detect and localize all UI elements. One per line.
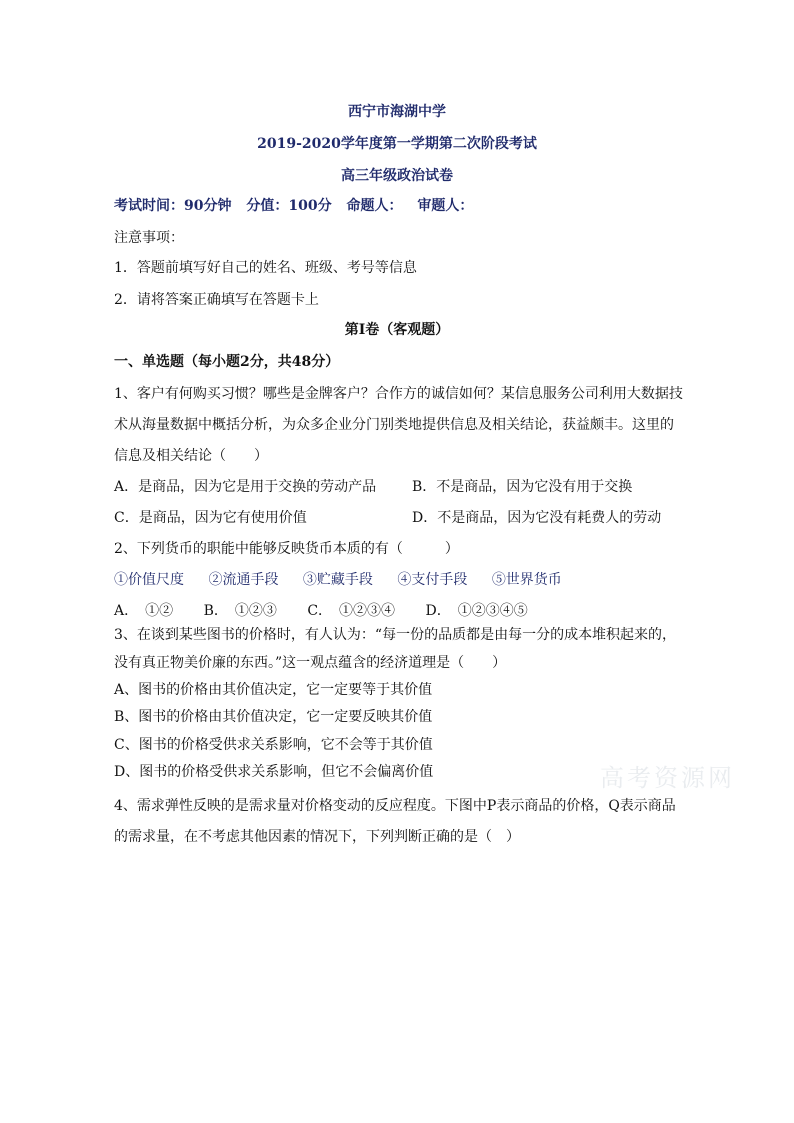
q2-choice-5: ⑤世界货币	[491, 572, 562, 588]
q3-option-b: B、图书的价格由其价值决定，它一定要反映其价值	[114, 709, 433, 725]
school-name: 西宁市海湖中学	[348, 104, 446, 120]
q2-option-b: B． ①②③	[203, 603, 277, 619]
q3-option-d: D、图书的价格受供求关系影响，但它不会偏离价值	[114, 764, 434, 780]
note-item-2: 2．请将答案正确填写在答题卡上	[114, 292, 319, 308]
section-title: 第I卷（客观题）	[344, 322, 450, 338]
q3-stem-line-1: 3、在谈到某些图书的价格时，有人认为：“每一份的品质都是由每一分的成本堆积起来的，	[114, 627, 677, 643]
q2-option-c: C． ①②③④	[307, 603, 396, 619]
q1-option-b: B．不是商品，因为它没有用于交换	[412, 479, 633, 495]
part-title: 一、单选题（每小题2分，共48分）	[114, 354, 340, 370]
q1-option-a: A．是商品，因为它是用于交换的劳动产品	[114, 479, 377, 495]
q2-option-d: D． ①②③④⑤	[425, 603, 528, 619]
q2-choice-4: ④支付手段	[397, 572, 468, 588]
q4-stem-line-2: 的需求量，在不考虑其他因素的情况下，下列判断正确的是（ ）	[114, 829, 520, 845]
q3-stem-line-2: 没有真正物美价廉的东西。”这一观点蕴含的经济道理是（ ）	[114, 655, 507, 671]
q2-choice-list	[114, 570, 684, 590]
q1-options-row-1	[114, 477, 684, 497]
notes-title: 注意事项：	[114, 230, 184, 246]
q3-option-c: C、图书的价格受供求关系影响，它不会等于其价值	[114, 737, 433, 753]
q1-option-d: D．不是商品，因为它没有耗费人的劳动	[412, 510, 662, 526]
q1-stem-line-3: 信息及相关结论（ ）	[114, 448, 268, 464]
exam-reviewer: 审题人：	[417, 198, 474, 214]
q2-choice-2: ②流通手段	[208, 572, 279, 588]
exam-author: 命题人：	[346, 198, 403, 214]
q1-option-c: C．是商品，因为它有使用价值	[114, 510, 307, 526]
q3-option-a: A、图书的价格由其价值决定，它一定要等于其价值	[114, 682, 433, 698]
q1-stem-line-2: 术从海量数据中概括分析，为众多企业分门别类地提供信息及相关结论，获益颇丰。这里的	[114, 417, 674, 433]
q4-stem-line-1: 4、需求弹性反映的是需求量对价格变动的反应程度。下图中P表示商品的价格，Q表示商品	[114, 798, 676, 814]
q2-choice-3: ③贮藏手段	[302, 572, 373, 588]
exam-time: 考试时间：90分钟	[114, 198, 232, 214]
watermark: 高考资源网	[600, 764, 735, 792]
exam-meta	[114, 196, 684, 216]
q2-choice-1: ①价值尺度	[114, 572, 184, 588]
q2-options	[114, 601, 684, 621]
paper-title: 高三年级政治试卷	[341, 168, 453, 184]
note-item-1: 1．答题前填写好自己的姓名、班级、考号等信息	[114, 260, 417, 276]
exam-title: 2019-2020学年度第一学期第二次阶段考试	[257, 136, 537, 152]
q2-option-a: A． ①②	[114, 603, 174, 619]
q1-options-row-2	[114, 508, 684, 528]
exam-score: 分值：100分	[246, 198, 332, 214]
q2-stem: 2、下列货币的职能中能够反映货币本质的有（ ）	[114, 541, 459, 557]
q1-stem-line-1: 1、客户有何购买习惯？哪些是金牌客户？合作方的诚信如何？某信息服务公司利用大数据技	[114, 386, 683, 402]
